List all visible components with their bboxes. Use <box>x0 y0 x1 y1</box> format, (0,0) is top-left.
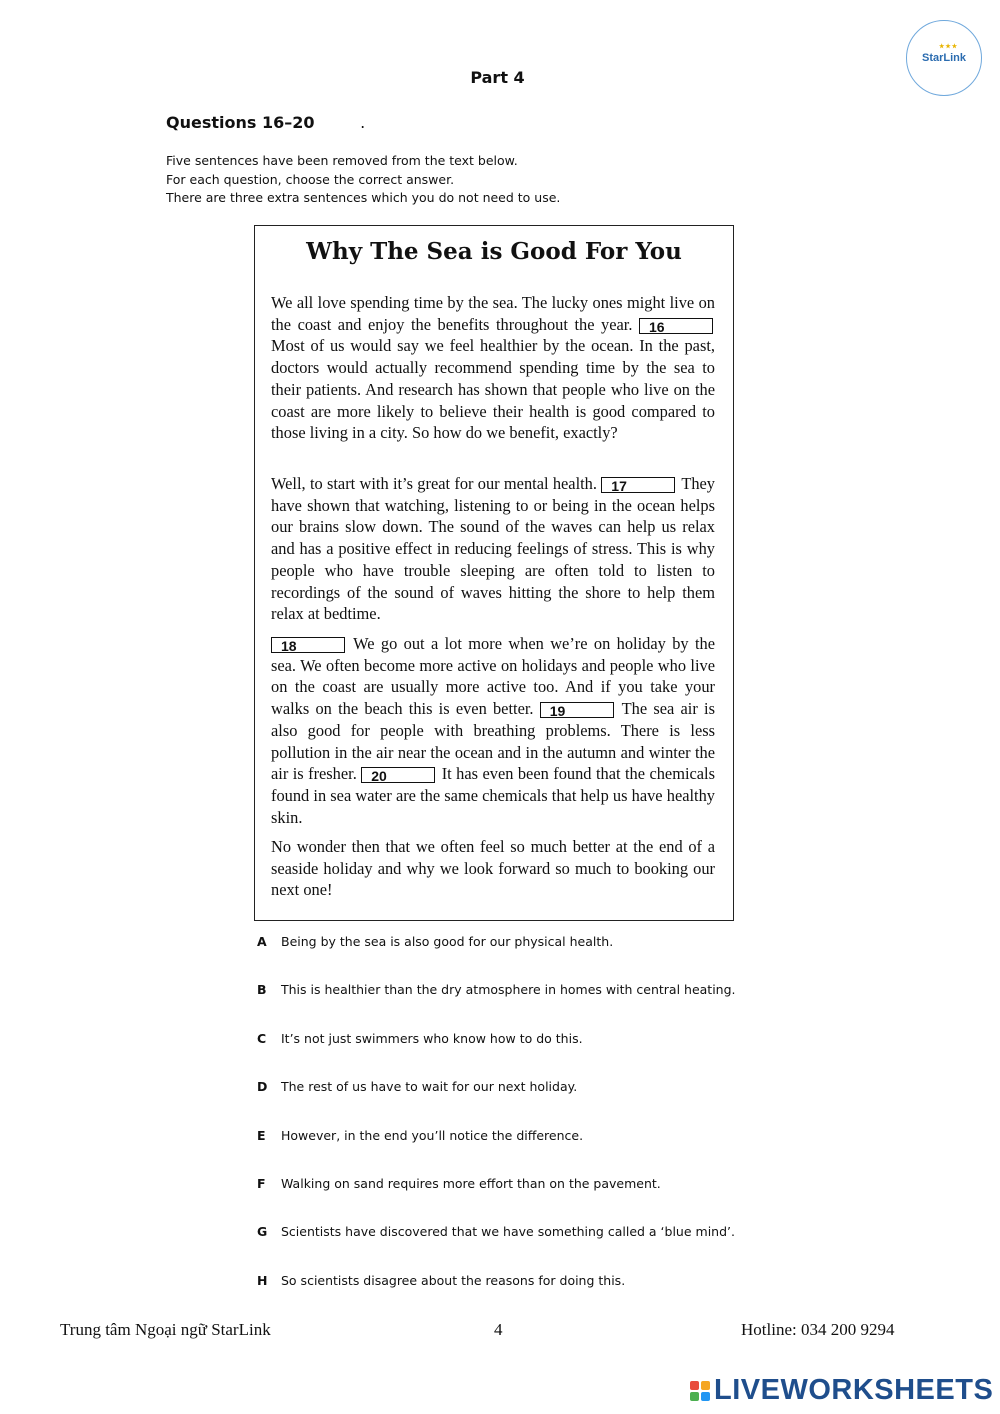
footer-hotline: Hotline: 034 200 9294 <box>741 1320 895 1339</box>
gap-17-box[interactable]: 17 <box>601 477 675 493</box>
option-letter: C <box>257 1030 267 1046</box>
instruction-line: There are three extra sentences which you do not need to use. <box>166 190 561 205</box>
paragraph-text: Well, to start with it’s great for our mental health. <box>271 474 597 493</box>
article-paragraph-3 <box>271 633 715 828</box>
liveworksheets-text: LIVEWORKSHEETS <box>714 1374 994 1406</box>
paragraph-text: Most of us would say we feel healthier by the ocean. In the past, doctors would actually recommend spending time by the sea to their patients. And research has shown that people who live on the coast are more likely to believe their health is good compared to those living in a city. So how do we benefit, exactly? <box>271 336 715 443</box>
option-text: It’s not just swimmers who know how to do this. <box>281 1030 583 1046</box>
option-e <box>257 1128 736 1176</box>
instruction-line: For each question, choose the correct answer. <box>166 171 455 187</box>
questions-title-text: Questions 16–20 <box>166 113 315 132</box>
option-letter: G <box>257 1224 268 1240</box>
option-letter: A <box>257 934 267 949</box>
gap-20-box[interactable]: 20 <box>361 767 435 783</box>
chemicals-word: chemicals <box>649 764 715 784</box>
option-a <box>257 934 736 982</box>
option-text: Being by the sea is also good for our physical health. <box>281 934 614 949</box>
instruction-line: Five sentences have been removed from the text below. <box>166 153 518 168</box>
option-letter: B <box>257 982 267 998</box>
footer-center-name: Trung tâm Ngoại ngữ StarLink <box>60 1320 271 1339</box>
questions-title <box>166 113 365 132</box>
paragraph-text: We go out a lot more when we’re on holiday by the sea. We often become more active on holidays and people who live on the coast are usually more active too. And if you take your walks on the beach this is even better. <box>271 634 715 719</box>
option-text: This is healthier than the dry atmosphere in homes with central heating. <box>281 982 736 998</box>
liveworksheets-icon <box>690 1381 710 1401</box>
logo-stars-icon: ★★★ <box>939 44 959 50</box>
option-letter: E <box>257 1127 266 1143</box>
paragraph-text: The sea air is also good for people with breathing problems. There is less pollution in the air near the ocean and in the autumn and winter the air is fresher. <box>271 699 715 784</box>
option-c <box>257 1031 736 1079</box>
option-text: The rest of us have to wait for our next holiday. <box>281 1079 578 1095</box>
option-letter: F <box>257 1175 266 1191</box>
paragraph-text: We all love spending time by the sea. The lucky ones might live on the coast and enjoy the benefits throughout the year. <box>271 293 715 334</box>
logo-text: StarLink <box>921 52 966 64</box>
option-text: Scientists have discovered that we have something called a ‘blue mind’. <box>281 1224 735 1240</box>
instructions <box>166 152 560 208</box>
answer-options <box>257 934 736 1321</box>
gap-19-box[interactable]: 19 <box>540 702 614 718</box>
option-d <box>257 1079 736 1127</box>
article-paragraph-4: No wonder then that we often feel so much better at the end of a seaside holiday and why we look forward so much to booking our next one! <box>271 837 715 900</box>
option-text: Walking on sand requires more effort than on the pavement. <box>281 1175 661 1191</box>
option-letter: H <box>257 1272 268 1288</box>
option-text: So scientists disagree about the reasons for doing this. <box>281 1272 626 1288</box>
liveworksheets-brand <box>690 1374 993 1407</box>
paragraph-text: They have shown that watching, listening to or being in the ocean helps our brains slow down. The sound of the waves can help us relax and has a positive effect in reducing feelings of stress. This is why people who have trouble sleeping are often told to listen to recordings of the sound of waves hitting the shore to help them relax at bedtime. <box>271 474 715 624</box>
option-f <box>257 1176 736 1224</box>
option-h <box>257 1273 736 1321</box>
article-title: Why The Sea is Good For You <box>306 238 682 265</box>
questions-title-mark: . <box>360 113 366 132</box>
paragraph-text: found in sea water are the same chemicals that help us have healthy skin. <box>271 785 715 827</box>
option-text: However, in the end you’ll notice the difference. <box>281 1127 584 1143</box>
part-title: Part 4 <box>470 68 525 87</box>
article-paragraph-2 <box>271 473 715 625</box>
option-g <box>257 1224 736 1272</box>
article-paragraph-1 <box>271 292 715 444</box>
option-b <box>257 982 736 1030</box>
page-number: 4 <box>494 1320 503 1339</box>
gap-18-box[interactable]: 18 <box>271 637 345 653</box>
option-letter: D <box>257 1079 268 1095</box>
paragraph-text: It has even been found that the <box>441 764 645 784</box>
gap-16-box[interactable]: 16 <box>639 318 713 334</box>
